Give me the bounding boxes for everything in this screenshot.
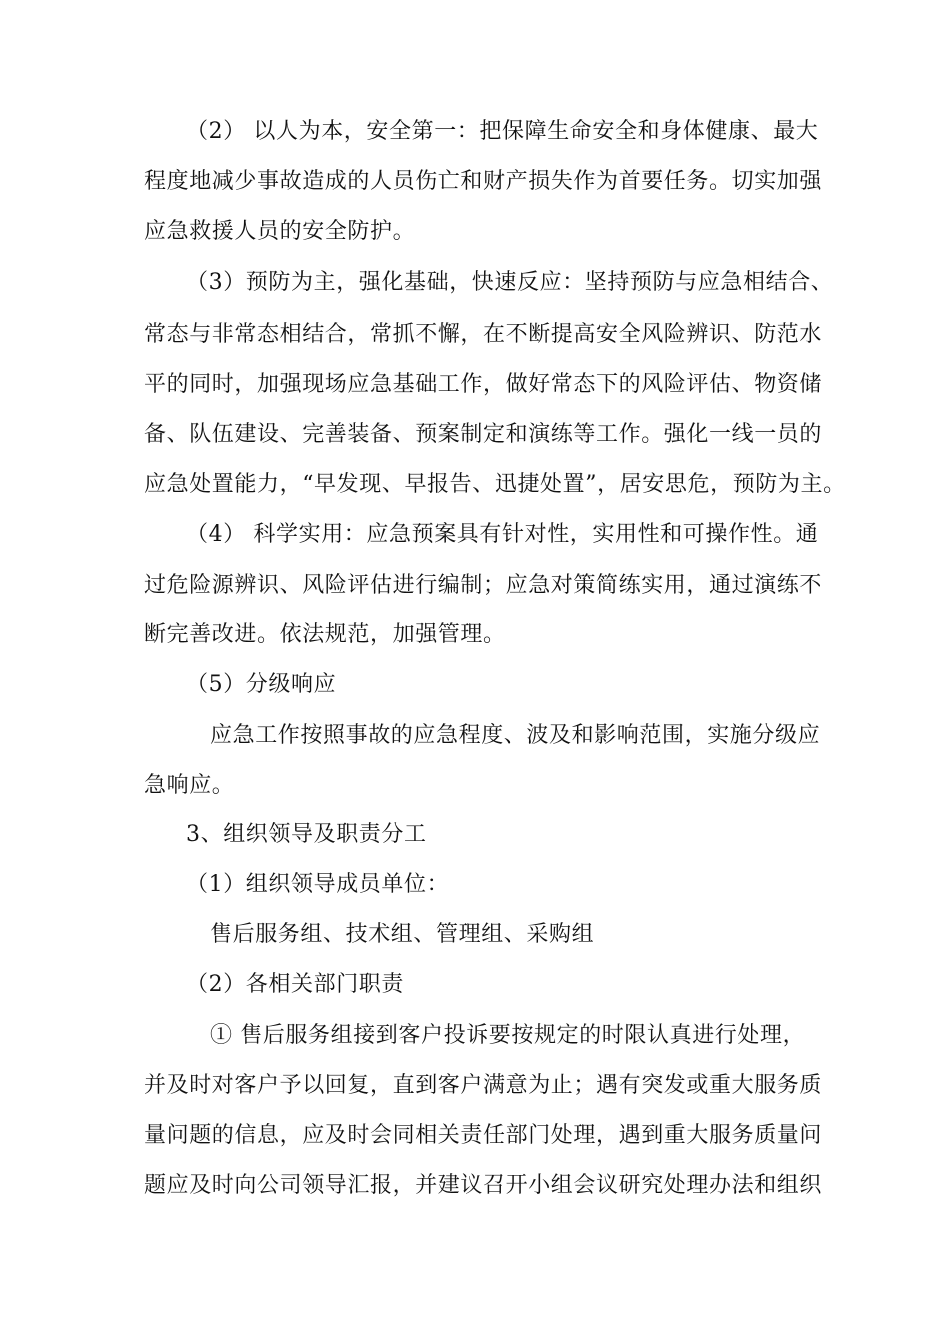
text-line: （3）预防为主，强化基础，快速反应：坚持预防与应急相结合、 xyxy=(186,270,834,295)
text-line: 备、队伍建设、完善装备、预案制定和演练等工作。强化一线一员的 xyxy=(144,422,823,447)
text-line: 量问题的信息，应及时会同相关责任部门处理，遇到重大服务质量问 xyxy=(144,1123,823,1148)
text-line: 程度地减少事故造成的人员伤亡和财产损失作为首要任务。切实加强 xyxy=(144,169,823,194)
text-line: 急响应。 xyxy=(144,773,235,798)
text-line: （4） 科学实用：应急预案具有针对性，实用性和可操作性。通 xyxy=(186,522,819,547)
text-line: （2）各相关部门职责 xyxy=(186,972,404,997)
text-line: 3、组织领导及职责分工 xyxy=(186,822,427,847)
text-line: ① 售后服务组接到客户投诉要按规定的时限认真进行处理， xyxy=(210,1023,806,1048)
text-line: 断完善改进。依法规范，加强管理。 xyxy=(144,622,506,647)
text-line: 售后服务组、技术组、管理组、采购组 xyxy=(210,922,595,947)
text-line: 平的同时，加强现场应急基础工作，做好常态下的风险评估、物资储 xyxy=(144,372,823,397)
text-line: 应急救援人员的安全防护。 xyxy=(144,219,416,244)
text-line: 题应及时向公司领导汇报，并建议召开小组会议研究处理办法和组织 xyxy=(144,1173,823,1198)
text-line: 应急处置能力，“早发现、早报告、迅捷处置”，居安思危，预防为主。 xyxy=(144,472,846,497)
text-line: （2） 以人为本，安全第一：把保障生命安全和身体健康、最大 xyxy=(186,119,819,144)
text-line: 并及时对客户予以回复，直到客户满意为止；遇有突发或重大服务质 xyxy=(144,1073,823,1098)
text-line: 过危险源辨识、风险评估进行编制；应急对策简练实用，通过演练不 xyxy=(144,573,823,598)
text-line: （1）组织领导成员单位： xyxy=(186,872,450,897)
text-line: 常态与非常态相结合，常抓不懈，在不断提高安全风险辨识、防范水 xyxy=(144,322,823,347)
text-line: 应急工作按照事故的应急程度、波及和影响范围，实施分级应 xyxy=(210,723,821,748)
text-line: （5）分级响应 xyxy=(186,672,337,697)
